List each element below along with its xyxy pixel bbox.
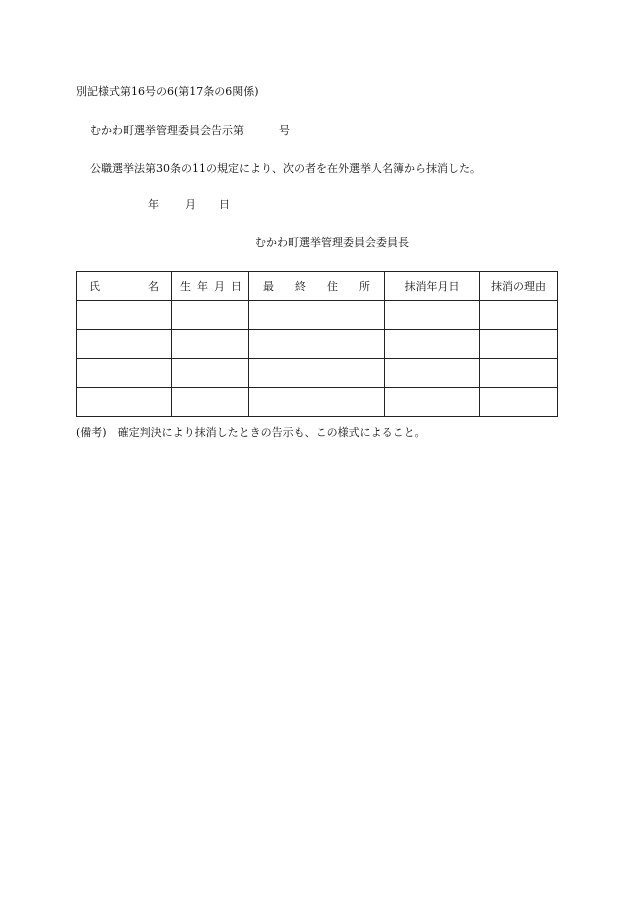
header-last-address (249, 272, 385, 301)
footnote-remark: (備考) 確定判決により抹消したときの告示も、この様式によること。 (76, 426, 426, 439)
header-birth-char: 年 (197, 280, 208, 293)
notice-body: 公職選挙法第30条の11の規定により、次の者を在外選挙人名簿から抹消した。 (90, 162, 481, 175)
cell-name (77, 388, 172, 417)
header-birth-char: 日 (231, 280, 242, 293)
cell-birthdate (172, 359, 249, 388)
cell-name (77, 330, 172, 359)
header-address-char: 所 (359, 280, 370, 293)
header-birth-char: 月 (214, 280, 225, 293)
cell-last-address (249, 388, 385, 417)
cell-removal-reason (480, 330, 558, 359)
cell-removal-date (385, 359, 480, 388)
signer-title: むかわ町選挙管理委員会委員長 (255, 236, 409, 249)
cell-last-address (249, 301, 385, 330)
cell-birthdate (172, 388, 249, 417)
cell-removal-reason (480, 359, 558, 388)
table-row (77, 359, 558, 388)
header-name-char: 氏 (89, 280, 100, 293)
table-row (77, 388, 558, 417)
header-removal-reason-label: 抹消の理由 (491, 280, 546, 293)
cell-last-address (249, 359, 385, 388)
date-month-label: 月 (185, 198, 196, 211)
cell-last-address (249, 330, 385, 359)
header-removal-date (385, 272, 480, 301)
header-name (77, 272, 172, 301)
header-name-char: 名 (148, 280, 159, 293)
header-birth-char: 生 (180, 280, 191, 293)
cell-birthdate (172, 330, 249, 359)
notice-title: むかわ町選挙管理委員会告示第 (90, 124, 244, 137)
header-address-char: 最 (263, 280, 274, 293)
table-row (77, 330, 558, 359)
table-row (77, 301, 558, 330)
header-address-char: 終 (295, 280, 306, 293)
header-birthdate (172, 272, 249, 301)
header-removal-date-label: 抹消年月日 (404, 280, 460, 293)
cell-name (77, 359, 172, 388)
date-day-label: 日 (219, 198, 230, 211)
header-address-char: 住 (327, 280, 338, 293)
cell-birthdate (172, 301, 249, 330)
removal-table (76, 271, 558, 417)
cell-removal-date (385, 388, 480, 417)
cell-removal-date (385, 301, 480, 330)
date-year-label: 年 (148, 198, 159, 211)
table-header-row (77, 272, 558, 301)
notice-number-label: 号 (279, 124, 290, 137)
cell-removal-date (385, 330, 480, 359)
header-removal-reason (480, 272, 558, 301)
cell-removal-reason (480, 301, 558, 330)
cell-name (77, 301, 172, 330)
cell-removal-reason (480, 388, 558, 417)
form-reference: 別記様式第16号の6(第17条の6関係) (76, 85, 259, 98)
